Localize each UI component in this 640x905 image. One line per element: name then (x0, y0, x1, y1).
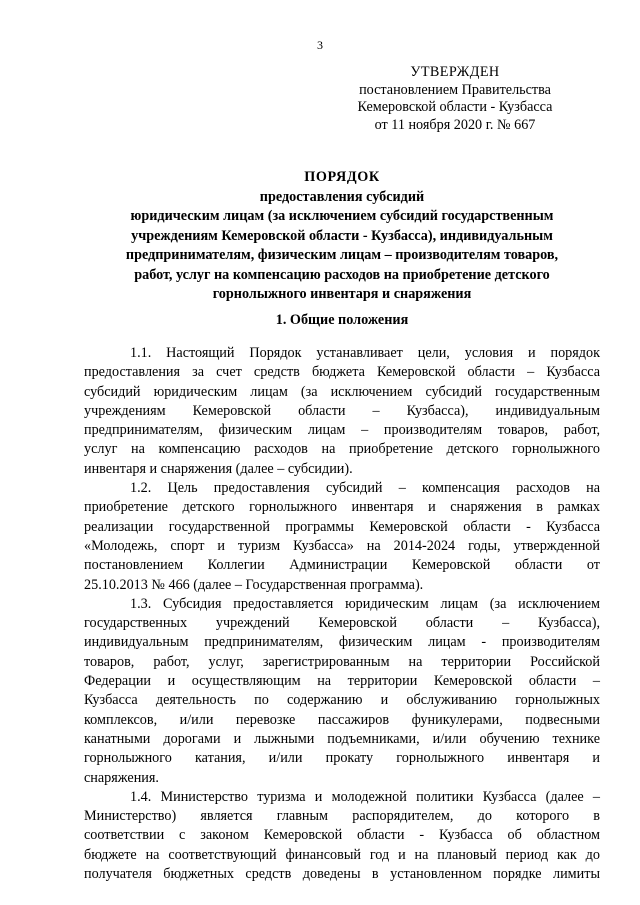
paragraph-line: «Молодежь, спорт и туризм Кузбасса» на 2014-2024 годы, утвержденной (84, 537, 600, 554)
paragraph-line: снаряжения. (84, 769, 159, 786)
title-line: горнолыжного инвентаря и снаряжения (212, 286, 472, 302)
paragraph-line: канатными дорогами и лыжными подъемниками, и/или обучению технике (84, 730, 600, 747)
section-heading: 1. Общие положения (275, 312, 409, 328)
paragraph-line: приобретение детского горнолыжного инвентаря и снаряжения в рамках (84, 499, 600, 516)
paragraph-line: государственных учреждений Кемеровской области – Кузбасса), (84, 615, 600, 632)
paragraph-line: 1.1. Настоящий Порядок устанавливает цели, условия и порядок (130, 345, 600, 361)
body-text (84, 344, 600, 884)
paragraph-line: предоставления за счет средств бюджета Кемеровской области – Кузбасса (84, 364, 600, 381)
paragraph-line: субсидий юридическим лицам (за исключением субсидий государственным (84, 383, 600, 400)
document-title-block (84, 168, 600, 305)
paragraph-line: постановлением Коллегии Администрации Кемеровской области от (84, 557, 600, 574)
title-line: работ, услуг на компенсацию расходов на приобретение детского (134, 266, 550, 283)
paragraph-line: комплексов, и/или перевозке пассажиров фуникулерами, подвесными (84, 711, 600, 728)
paragraph-line: инвентаря и снаряжения (далее – субсидии). (84, 460, 353, 477)
paragraph-line: Кузбасса деятельность по содержанию и обслуживанию горнолыжных (84, 692, 600, 709)
paragraph-line: 1.2. Цель предоставления субсидий – компенсация расходов на (130, 480, 600, 497)
title-line: предпринимателям, физическим лицам – производителям товаров, (125, 247, 559, 263)
document-title: ПОРЯДОК (304, 169, 380, 185)
paragraph-line: горнолыжного катания, и/или прокату горнолыжного инвентаря и (84, 750, 600, 767)
page-number: 3 (317, 38, 323, 52)
paragraph-line: Федерации и осуществляющим на территории Кемеровской области – (84, 673, 600, 690)
approval-line: от 11 ноября 2020 г. № 667 (374, 116, 536, 133)
paragraph-line: бюджете на соответствующий финансовый год и на плановый период как до (84, 846, 600, 863)
paragraph-line: соответствии с законом Кемеровской области - Кузбасса об областном (84, 827, 600, 844)
paragraph-line: предпринимателям, физическим лицам – производителям товаров, работ, (84, 422, 600, 439)
paragraph-line: товаров, работ, услуг, зарегистрированным на территории Российской (84, 653, 600, 670)
paragraph-line: получателя бюджетных средств доведены в установленном порядке лимиты (84, 866, 600, 883)
paragraph-line: учреждениям Кемеровской области – Кузбасса), индивидуальным (84, 402, 600, 419)
title-line: учреждениям Кемеровской области - Кузбасса), индивидуальным (131, 227, 553, 244)
paragraph-line: реализации государственной программы Кемеровской области - Кузбасса (84, 518, 600, 535)
title-line: юридическим лицам (за исключением субсидий государственным (130, 208, 554, 224)
approval-block (330, 64, 580, 134)
approval-heading: УТВЕРЖДЕН (410, 64, 500, 80)
title-line: предоставления субсидий (259, 188, 425, 205)
paragraph-line: 1.4. Министерство туризма и молодежной политики Кузбасса (далее – (130, 788, 600, 805)
approval-line: Кемеровской области - Кузбасса (357, 99, 553, 116)
approval-line: постановлением Правительства (359, 82, 551, 99)
paragraph-line: 25.10.2013 № 466 (далее – Государственная программа). (84, 576, 424, 593)
paragraph-line: индивидуальным предпринимателям, физическим лицам - производителям (84, 634, 600, 651)
paragraph-line: 1.3. Субсидия предоставляется юридическим лицам (за исключением (130, 595, 600, 612)
paragraph-line: услуг на компенсацию расходов на приобретение детского горнолыжного (84, 441, 600, 458)
paragraph-line: Министерство) является главным распорядителем, до которого в (84, 808, 600, 825)
